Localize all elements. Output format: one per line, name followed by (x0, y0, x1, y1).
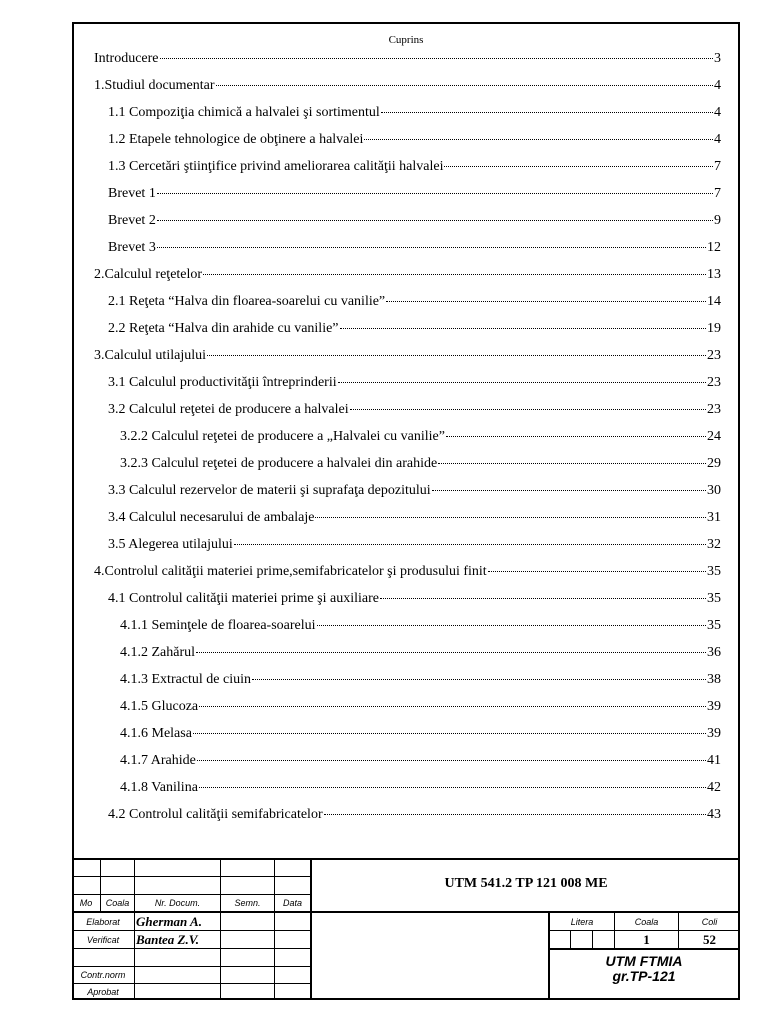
toc-leader-dots (207, 354, 706, 356)
toc-entry-title: 4.1.1 Seminţele de floarea-soarelui (120, 618, 316, 633)
toc-entry-title: 4.2 Controlul calităţii semifabricatelor (108, 807, 323, 822)
header-coala: Coala (105, 898, 130, 908)
sheet-total: 52 (703, 932, 716, 947)
toc-title: Cuprins (388, 34, 424, 46)
toc-leader-dots (216, 84, 713, 86)
toc-leader-dots (234, 543, 706, 545)
toc-entry-page: 39 (707, 699, 721, 714)
toc-leader-dots (157, 246, 706, 248)
header-semn: Semn. (234, 898, 261, 908)
toc-leader-dots (203, 273, 706, 275)
toc-entry-title: 2.1 Reţeta “Halva din floarea-soarelui cu vanilie” (108, 294, 386, 309)
toc-entry (108, 401, 721, 419)
toc-entry-page: 9 (714, 213, 721, 228)
toc-entry (94, 50, 721, 68)
row-label-elaborat: Elaborat (86, 917, 120, 927)
toc-leader-dots (340, 327, 706, 329)
toc-entry (108, 590, 721, 608)
toc-entry-page: 23 (707, 348, 721, 363)
toc-entry-title: 4.1 Controlul calităţii materiei prime şi auxiliare (108, 591, 379, 606)
toc-leader-dots (432, 489, 706, 491)
toc-entry (108, 293, 721, 311)
toc-entry (108, 104, 721, 122)
toc-entry-page: 30 (707, 483, 721, 498)
header-mo: Mo (79, 898, 93, 908)
toc-entry-title: Brevet 2 (108, 213, 156, 228)
toc-leader-dots (386, 300, 706, 302)
toc-entry-title: Brevet 1 (108, 186, 156, 201)
toc-entry (120, 752, 721, 770)
toc-entry (108, 482, 721, 500)
toc-leader-dots (157, 192, 713, 194)
toc-leader-dots (488, 570, 706, 572)
organization-name (548, 954, 740, 984)
toc-leader-dots (199, 786, 706, 788)
toc-entry (108, 239, 721, 257)
toc-leader-dots (196, 651, 706, 653)
toc-entry-title: 4.1.8 Vanilina (120, 780, 198, 795)
toc-leader-dots (338, 381, 706, 383)
toc-entry (108, 536, 721, 554)
toc-entry-page: 7 (714, 159, 721, 174)
toc-leader-dots (444, 165, 713, 167)
toc-entry-page: 4 (714, 132, 721, 147)
toc-entry-title: 3.3 Calculul rezervelor de materii şi suprafaţa depozitului (108, 483, 431, 498)
toc-entry-title: 3.Calculul utilajului (94, 348, 206, 363)
toc-leader-dots (197, 759, 706, 761)
toc-entry-title: 4.1.3 Extractul de ciuin (120, 672, 252, 687)
toc-entry (94, 266, 721, 284)
toc-entry-title: 3.1 Calculul productivităţii întreprinderii (108, 375, 337, 390)
toc-entry-page: 7 (714, 186, 721, 201)
toc-entry-page: 13 (707, 267, 721, 282)
toc-entry-page: 32 (707, 537, 721, 552)
toc-leader-dots (438, 462, 706, 464)
toc-entry-page: 3 (714, 51, 721, 66)
toc-entry-page: 43 (707, 807, 721, 822)
row-label-verificat: Verificat (86, 934, 120, 945)
toc-leader-dots (199, 705, 706, 707)
toc-entry-title: 4.1.6 Melasa (120, 726, 192, 741)
toc-entry (108, 806, 721, 824)
toc-entry (108, 509, 721, 527)
toc-entry-page: 4 (714, 105, 721, 120)
toc-leader-dots (317, 624, 706, 626)
toc-leader-dots (324, 813, 706, 815)
toc-entry-title: Introducere (94, 51, 159, 66)
toc-leader-dots (381, 111, 713, 113)
toc-entry-page: 24 (707, 429, 721, 444)
toc-entry (120, 779, 721, 797)
toc-entry (94, 563, 721, 581)
toc-entry-page: 35 (707, 618, 721, 633)
toc-entry (120, 671, 721, 689)
toc-entry (120, 617, 721, 635)
toc-entry (120, 455, 721, 473)
toc-leader-dots (350, 408, 706, 410)
header-litera: Litera (570, 916, 594, 927)
toc-entry-title: 3.2.3 Calculul reţetei de producere a halvalei din arahide (120, 456, 438, 471)
page-frame (72, 22, 740, 1000)
toc-entry-title: 4.Controlul calităţii materiei prime,semifabricatelor şi produsului finit (94, 564, 487, 579)
toc-entry-title: 3.2.2 Calculul reţetei de producere a „Halvalei cu vanilie” (120, 429, 445, 444)
row-label-contr-norm: Contr.norm (80, 970, 126, 980)
toc-entry-page: 39 (707, 726, 721, 741)
sheet-number: 1 (643, 932, 650, 947)
toc-entry-title: 2.Calculul reţetelor (94, 267, 203, 282)
toc-entry (94, 77, 721, 95)
toc-entry (120, 698, 721, 716)
toc-entry-title: 1.2 Etapele tehnologice de obţinere a halvalei (108, 132, 364, 147)
toc-entry-page: 42 (707, 780, 721, 795)
toc-entry-page: 12 (707, 240, 721, 255)
toc-leader-dots (157, 219, 713, 221)
toc-entry-page: 36 (707, 645, 721, 660)
toc-entry (108, 158, 721, 176)
header-nr-docum: Nr. Docum. (154, 898, 201, 908)
toc-entry-page: 4 (714, 78, 721, 93)
elaborat-name: Gherman A. (136, 914, 202, 929)
toc-leader-dots (380, 597, 706, 599)
toc-entry-page: 38 (707, 672, 721, 687)
toc-entry-page: 14 (707, 294, 721, 309)
toc-entry-title: 1.3 Cercetări ştiinţifice privind ameliorarea calităţii halvalei (108, 159, 444, 174)
toc-entry-title: 3.5 Alegerea utilajului (108, 537, 233, 552)
toc-entry (94, 347, 721, 365)
toc-entry-page: 23 (707, 375, 721, 390)
toc-leader-dots (364, 138, 713, 140)
toc-entry-title: 4.1.5 Glucoza (120, 699, 199, 714)
header-data: Data (282, 898, 302, 908)
toc-entry-title: 1.Studiul documentar (94, 78, 215, 93)
title-block (72, 858, 740, 1000)
toc-entry-title: 4.1.7 Arahide (120, 753, 196, 768)
toc-entry-page: 35 (707, 591, 721, 606)
toc-leader-dots (315, 516, 706, 518)
toc-entry (108, 212, 721, 230)
header-coli: Coli (701, 916, 718, 927)
toc-entry-page: 23 (707, 402, 721, 417)
toc-entry-title: 1.1 Compoziţia chimică a halvalei şi sortimentul (108, 105, 380, 120)
toc-entry-page: 29 (707, 456, 721, 471)
toc-leader-dots (446, 435, 706, 437)
toc-entry-title: 4.1.2 Zahărul (120, 645, 196, 660)
toc-entry (120, 725, 721, 743)
organization-line-2: gr.TP-121 (612, 968, 676, 984)
toc-entry (120, 644, 721, 662)
toc-entry (108, 131, 721, 149)
toc-entry-title: Brevet 3 (108, 240, 156, 255)
document-code: UTM 541.2 TP 121 008 ME (444, 876, 608, 891)
toc-entry (108, 320, 721, 338)
toc-entry-page: 19 (707, 321, 721, 336)
toc-entry (108, 185, 721, 203)
toc-entry (108, 374, 721, 392)
toc-entry-title: 3.4 Calculul necesarului de ambalaje (108, 510, 315, 525)
row-label-aprobat: Aprobat (87, 987, 119, 997)
toc-entry-title: 2.2 Reţeta “Halva din arahide cu vanilie” (108, 321, 339, 336)
toc-entry (120, 428, 721, 446)
toc-leader-dots (160, 57, 713, 59)
toc-leader-dots (193, 732, 706, 734)
toc-entry-page: 35 (707, 564, 721, 579)
header-sheet-coala: Coala (634, 916, 659, 927)
toc-entry-page: 41 (707, 753, 721, 768)
toc-entry-title: 3.2 Calculul reţetei de producere a halvalei (108, 402, 349, 417)
toc-entry-page: 31 (707, 510, 721, 525)
toc-leader-dots (252, 678, 706, 680)
verificat-name: Bantea Z.V. (136, 932, 199, 947)
organization-line-1: UTM FTMIA (605, 953, 683, 969)
